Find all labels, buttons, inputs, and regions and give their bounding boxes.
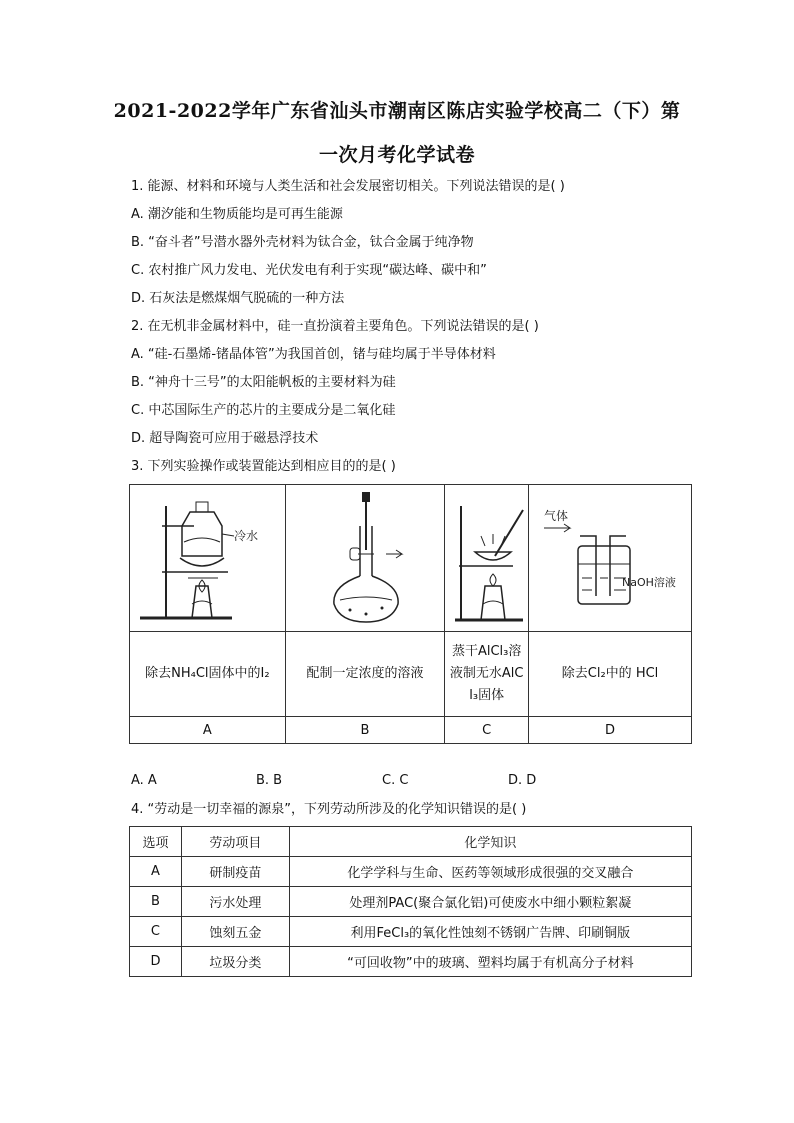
- q3-figure-d-cell: [529, 485, 692, 632]
- table-row[interactable]: [130, 887, 692, 917]
- exam-title-line1: 2021-2022学年广东省汕头市潮南区陈店实验学校高二（下）第: [113, 100, 681, 122]
- q3-figure-b-cell: [285, 485, 445, 632]
- header-option: 选项: [130, 827, 182, 857]
- row-knowledge: 处理剂PAC(聚合氯化铝)可使废水中细小颗粒絮凝: [289, 887, 691, 917]
- volumetric-flask-figure: [290, 486, 440, 626]
- q3-cell-c-text: [445, 632, 529, 717]
- q3-figure-c-cell: [445, 485, 529, 632]
- q3-answer-b[interactable]: B. B: [256, 773, 283, 788]
- q3-label-a: A: [130, 717, 286, 744]
- q3-cell-b-text: 配制一定浓度的溶液: [285, 632, 445, 717]
- row-knowledge: “可回收物”中的玻璃、塑料均属于有机高分子材料: [289, 947, 691, 977]
- header-chemistry-knowledge: 化学知识: [289, 827, 691, 857]
- row-knowledge: 化学学科与生命、医药等领域形成很强的交叉融合: [289, 857, 691, 887]
- row-option: C: [130, 917, 182, 947]
- q3-answer-d[interactable]: D. D: [508, 773, 537, 788]
- q3-cell-c-line1: 蒸干AlCl₃溶: [451, 644, 522, 659]
- row-labor-item: 研制疫苗: [181, 857, 289, 887]
- q3-stem: 3. 下列实验操作或装置能达到相应目的的是( ): [131, 459, 396, 474]
- q1-option-a[interactable]: A. 潮汐能和生物质能均是可再生能源: [131, 207, 343, 222]
- q1-option-d[interactable]: D. 石灰法是燃煤烟气脱硫的一种方法: [131, 291, 345, 306]
- q3-cell-a-text: 除去NH₄Cl固体中的I₂: [130, 632, 286, 717]
- table-row[interactable]: [130, 857, 692, 887]
- gas-washing-bottle-figure: [530, 486, 690, 626]
- q3-cell-c-line2: 液制无水AlC: [449, 666, 524, 681]
- q3-label-c: C: [445, 717, 529, 744]
- row-labor-item: 蚀刻五金: [181, 917, 289, 947]
- q3-label-b: B: [285, 717, 445, 744]
- naoh-label: NaOH溶液: [622, 576, 676, 589]
- q2-stem: 2. 在无机非金属材料中，硅一直扮演着主要角色。下列说法错误的是( ): [131, 319, 539, 334]
- q2-option-b[interactable]: B. “神舟十三号”的太阳能帆板的主要材料为硅: [131, 375, 396, 390]
- exam-title-line2: 一次月考化学试卷: [318, 144, 475, 166]
- q3-label-d: D: [529, 717, 692, 744]
- evaporating-dish-figure: [447, 486, 527, 626]
- sublimation-apparatus-figure: [132, 486, 282, 626]
- q3-experiment-table: [129, 484, 692, 744]
- q2-option-a[interactable]: A. “硅-石墨烯-锗晶体管”为我国首创，锗与硅均属于半导体材料: [131, 347, 496, 362]
- q2-option-d[interactable]: D. 超导陶瓷可应用于磁悬浮技术: [131, 431, 319, 446]
- q2-option-c[interactable]: C. 中芯国际生产的芯片的主要成分是二氧化硅: [131, 403, 396, 418]
- q1-option-b[interactable]: B. “奋斗者”号潜水器外壳材料为钛合金，钛合金属于纯净物: [131, 235, 474, 250]
- cold-water-label: 冷水: [234, 529, 259, 543]
- table-row[interactable]: [130, 947, 692, 977]
- row-knowledge: 利用FeCl₃的氧化性蚀刻不锈钢广告牌、印刷铜版: [289, 917, 691, 947]
- q1-stem: 1. 能源、材料和环境与人类生活和社会发展密切相关。下列说法错误的是( ): [131, 179, 565, 194]
- row-option: D: [130, 947, 182, 977]
- table-row[interactable]: [130, 917, 692, 947]
- q4-labor-table: [129, 826, 692, 977]
- q1-option-c[interactable]: C. 农村推广风力发电、光伏发电有利于实现“碳达峰、碳中和”: [131, 263, 487, 278]
- q3-answer-a[interactable]: A. A: [131, 773, 157, 788]
- row-option: A: [130, 857, 182, 887]
- row-labor-item: 垃圾分类: [181, 947, 289, 977]
- gas-label: 气体: [544, 509, 569, 523]
- q3-answer-c[interactable]: C. C: [382, 773, 409, 788]
- row-option: B: [130, 887, 182, 917]
- q3-cell-d-text: 除去Cl₂中的 HCl: [529, 632, 692, 717]
- q4-stem: 4. “劳动是一切幸福的源泉”，下列劳动所涉及的化学知识错误的是( ): [131, 802, 527, 817]
- table-header-row: [130, 827, 692, 857]
- row-labor-item: 污水处理: [181, 887, 289, 917]
- q3-figure-a-cell: [130, 485, 286, 632]
- q3-cell-c-line3: l₃固体: [469, 688, 505, 703]
- header-labor-item: 劳动项目: [181, 827, 289, 857]
